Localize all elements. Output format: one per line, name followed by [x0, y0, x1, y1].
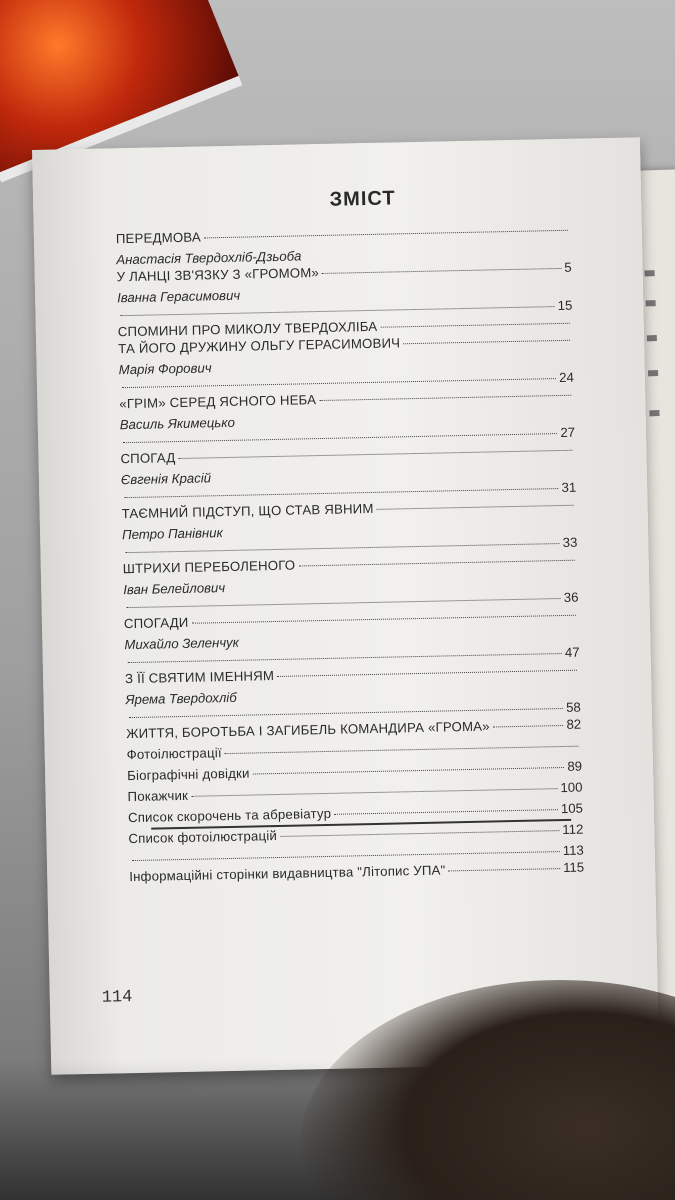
page-number: 114 [101, 988, 133, 1008]
toc-entries [116, 221, 585, 885]
toc-author: Василь Якимецько [119, 414, 235, 433]
toc-line-title: СПОМИНИ ПРО МИКОЛУ ТВЕРДОХЛІБА [117, 318, 378, 340]
toc-leader-dots [204, 230, 568, 239]
toc-page-number: 89 [567, 758, 583, 774]
toc-leader-dots [493, 725, 564, 727]
toc-line-title: Список фотоілюстрацій [128, 828, 278, 847]
toc-leader-dots [334, 809, 558, 815]
toc-leader-dots [380, 323, 569, 328]
toc-entry [124, 627, 580, 688]
toc-line-title: ПЕРЕДМОВА [115, 229, 202, 247]
toc-author: Іванна Герасимович [116, 287, 241, 306]
toc-page-number: 58 [565, 699, 581, 715]
toc-author: Анастасія Твердохліб-Дзьоба [116, 248, 302, 268]
toc-leader-dots [322, 268, 561, 274]
toc-leader-dots [403, 340, 570, 344]
toc-line-title: ТА ЙОГО ДРУЖИНУ ОЛЬГУ ГЕРАСИМОВИЧ [118, 335, 401, 357]
toc-entry [118, 352, 574, 413]
toc-line-title: СПОГАДИ [123, 614, 189, 632]
toc-leader-dots [191, 615, 575, 624]
toc-page-number: 15 [557, 297, 573, 314]
toc-line-title: ЖИТТЯ, БОРОТЬБА І ЗАГИБЕЛЬ КОМАНДИРА «ГРОМА» [126, 718, 490, 742]
toc-page-number: 112 [562, 821, 584, 838]
toc-page-number: 5 [564, 259, 572, 275]
toc-line-title: Біографічні довідки [126, 765, 250, 784]
toc-page-number: 47 [564, 644, 580, 660]
toc-page-number: 36 [563, 589, 579, 605]
toc-author: Марія Форович [118, 360, 212, 378]
toc-page-number: 24 [559, 369, 575, 386]
toc-page-number: 115 [562, 859, 585, 876]
toc-entry [120, 407, 576, 468]
toc-page-number: 82 [566, 716, 582, 732]
toc-entry [121, 462, 577, 523]
toc-author: Михайло Зеленчук [124, 634, 240, 653]
book-page [32, 137, 659, 1075]
toc-leader-dots [319, 395, 571, 401]
toc-line-title: ТАЄМНИЙ ПІДСТУП, ЩО СТАВ ЯВНИМ [121, 500, 374, 522]
toc-line-title: СПОГАД [120, 450, 176, 467]
toc-entry [129, 842, 585, 886]
toc-line-title: Покажчик [127, 787, 189, 805]
toc-entry [123, 572, 579, 633]
toc-leader-dots [448, 868, 560, 871]
toc-line-title: З ЇЇ СВЯТИМ ІМЕННЯМ [124, 668, 275, 687]
toc-page-number: 31 [561, 479, 577, 495]
toc-line-title: ШТРИХИ ПЕРЕБОЛЕНОГО [122, 557, 296, 577]
toc-leader-dots [277, 670, 577, 677]
toc-line-title: Фотоілюстрації [126, 745, 222, 763]
toc-leader-dots [280, 830, 559, 837]
toc-page-number: 105 [560, 800, 584, 817]
toc-leader-dots [377, 505, 574, 510]
toc-leader-dots [191, 788, 557, 797]
toc-line-title: «ГРІМ» СЕРЕД ЯСНОГО НЕБА [119, 392, 317, 412]
toc-entry [117, 280, 573, 358]
table-of-contents [115, 184, 584, 889]
toc-leader-dots [253, 767, 565, 775]
toc-leader-dots [178, 450, 572, 459]
toc-page-number: 33 [562, 534, 578, 550]
toc-entry [125, 682, 581, 743]
toc-page-number: 100 [560, 779, 583, 796]
toc-title: ЗМІСТ [329, 187, 396, 211]
toc-leader-dots [225, 746, 579, 754]
toc-page-number: 27 [560, 424, 576, 440]
toc-line-title: Інформаційні сторінки видавництва "Літопис УПА" [129, 862, 446, 885]
toc-leader-dots [298, 560, 574, 567]
toc-entry [122, 517, 578, 578]
toc-author: Петро Панівник [121, 525, 223, 543]
toc-entry [116, 242, 572, 286]
toc-author: Іван Белейлович [123, 580, 226, 598]
toc-line-title: У ЛАНЦІ ЗВ'ЯЗКУ З «ГРОМОМ» [116, 265, 320, 285]
toc-line-title: Список скорочень та абревіатур [127, 805, 332, 826]
toc-author: Євгенія Красій [120, 470, 212, 488]
toc-page-number: 113 [562, 842, 584, 859]
toc-author: Ярема Твердохліб [125, 689, 237, 708]
